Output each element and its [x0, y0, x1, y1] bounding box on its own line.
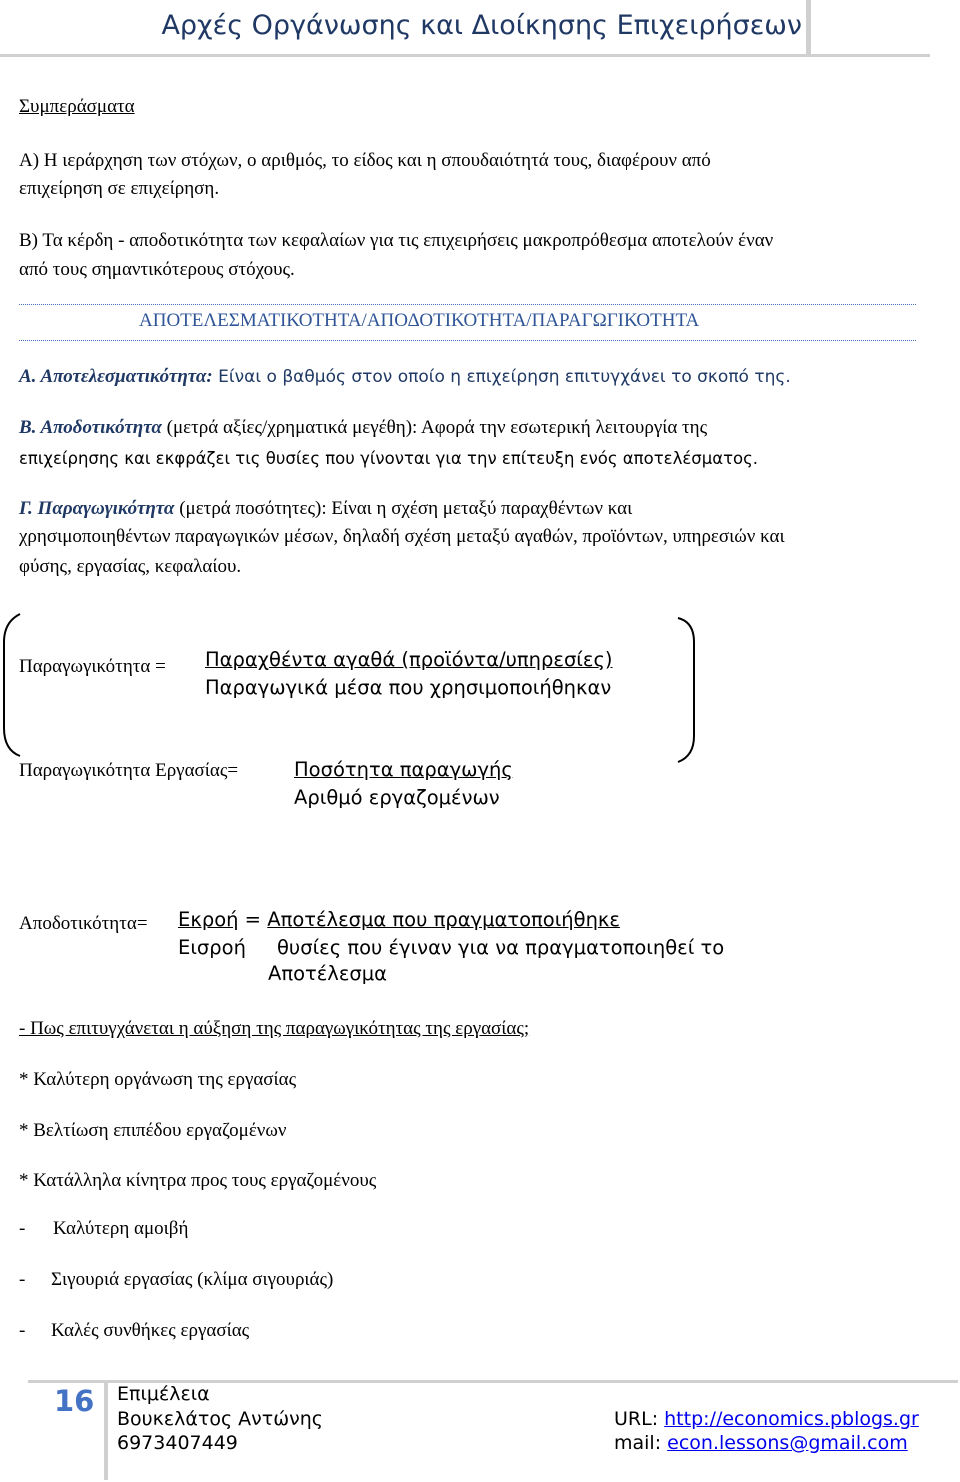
improvement-subitem: Σιγουριά εργασίας (κλίμα σιγουριάς) — [51, 1269, 334, 1290]
footer-url-link[interactable]: http://economics.pblogs.gr — [664, 1408, 919, 1430]
conclusions-title: Συμπεράσματα — [19, 96, 135, 117]
definition-c-line3: φύσης, εργασίας, κεφαλαίου. — [19, 556, 242, 577]
productivity-denominator: Παραγωγικά μέσα που χρησιμοποιήθηκαν — [205, 676, 612, 699]
definition-b-line1 — [19, 413, 919, 442]
definition-b-text2: επιχείρησης και εκφράζει τις θυσίες που γίνονται για την επίτευξη ενός αποτελέσματος. — [19, 449, 759, 468]
left-bracket — [4, 614, 20, 756]
subitem-dash: - — [19, 1218, 26, 1239]
improvement-item: * Καλύτερη οργάνωση της εργασίας — [19, 1069, 297, 1090]
footer-mail-label: mail: — [614, 1432, 668, 1454]
efficiency-sacrifices: θυσίες που έγιναν για να πραγματοποιηθεί το — [277, 936, 725, 959]
conclusion-a-line2: επιχείρηση σε επιχείρηση. — [19, 178, 220, 199]
footer-url-label: URL: — [614, 1408, 665, 1430]
conclusion-b-line2: από τους σημαντικότερους στόχους. — [19, 259, 295, 280]
improvement-item: * Κατάλληλα κίνητρα προς τους εργαζομένους — [19, 1170, 377, 1191]
definition-b-text1: (μετρά αξίες/χρηματικά μεγέθη): Αφορά την εσωτερική λειτουργία της — [161, 417, 708, 438]
footer-phone: 6973407449 — [117, 1432, 238, 1454]
efficiency-result: Αποτέλεσμα που πραγματοποιήθηκε — [267, 908, 620, 931]
definition-a-text: Είναι ο βαθμός στον οποίο η επιχείρηση επιτυγχάνει το σκοπό της. — [212, 367, 791, 387]
header-vertical-rule — [806, 0, 811, 56]
improvement-subitem: Καλές συνθήκες εργασίας — [51, 1320, 250, 1341]
efficiency-output: Εκροή — [178, 908, 239, 931]
definition-c-term: Γ. Παραγωγικότητα — [19, 498, 175, 519]
definition-a-term: Α. Αποτελεσματικότητα: — [19, 366, 213, 387]
efficiency-equals: = — [238, 908, 268, 931]
definition-b-term: Β. Αποδοτικότητα — [19, 417, 162, 438]
conclusion-a-line1: Α) Η ιεράρχηση των στόχων, ο αριθμός, το είδος και η σπουδαιότητά τους, διαφέρουν από — [19, 150, 711, 171]
definition-c-line1 — [19, 494, 919, 523]
footer-url-row — [614, 1408, 919, 1430]
productivity-numerator: Παραχθέντα αγαθά (προϊόντα/υπηρεσίες) — [205, 648, 613, 671]
definition-c-text1: (μετρά ποσότητες): Είναι η σχέση μεταξύ παραχθέντων και — [174, 498, 633, 519]
improvement-item: * Βελτίωση επιπέδου εργαζομένων — [19, 1120, 287, 1141]
right-bracket — [678, 618, 694, 762]
improvement-question: - Πως επιτυγχάνεται η αύξηση της παραγωγικότητας της εργασίας; — [19, 1018, 530, 1039]
efficiency-label: Αποδοτικότητα= — [19, 913, 148, 934]
section-heading: ΑΠΟΤΕΛΕΣΜΑΤΙΚΟΤΗΤΑ/ΑΠΟΔΟΤΙΚΟΤΗΤΑ/ΠΑΡΑΓΩΓΙΚΟΤΗΤΑ — [139, 310, 700, 331]
footer-mail-row — [614, 1432, 908, 1454]
labor-productivity-numerator: Ποσότητα παραγωγής — [294, 758, 513, 781]
footer-mail-link[interactable]: econ.lessons@gmail.com — [667, 1432, 908, 1454]
definition-c-line2: χρησιμοποιηθέντων παραγωγικών μέσων, δηλαδή σχέση μεταξύ αγαθών, προϊόντων, υπηρεσιών και — [19, 526, 785, 547]
heading-border-bottom — [19, 340, 916, 341]
efficiency-input: Εισροή — [178, 936, 246, 959]
heading-border-top — [19, 304, 916, 305]
page-number: 16 — [54, 1384, 95, 1418]
definition-a — [19, 362, 919, 392]
document-header-title: Αρχές Οργάνωσης και Διοίκησης Επιχειρήσεων — [161, 10, 802, 41]
improvement-subitem: Καλύτερη αμοιβή — [53, 1218, 189, 1239]
productivity-label: Παραγωγικότητα = — [19, 656, 166, 677]
definition-b-line2 — [19, 444, 919, 473]
footer-author: Βουκελάτος Αντώνης — [117, 1408, 323, 1430]
footer-vertical-rule — [104, 1380, 108, 1480]
labor-productivity-label: Παραγωγικότητα Εργασίας= — [19, 760, 239, 781]
footer-edited-by: Επιμέλεια — [117, 1383, 210, 1405]
efficiency-numerator — [178, 908, 620, 931]
subitem-dash: - — [19, 1269, 26, 1290]
efficiency-result-line: Αποτέλεσμα — [268, 962, 387, 985]
labor-productivity-denominator: Αριθμό εργαζομένων — [294, 786, 500, 809]
conclusion-b-line1: Β) Τα κέρδη - αποδοτικότητα των κεφαλαίων για τις επιχειρήσεις μακροπρόθεσμα αποτελούν έναν — [19, 230, 774, 251]
header-horizontal-rule — [0, 54, 930, 57]
subitem-dash: - — [19, 1320, 26, 1341]
